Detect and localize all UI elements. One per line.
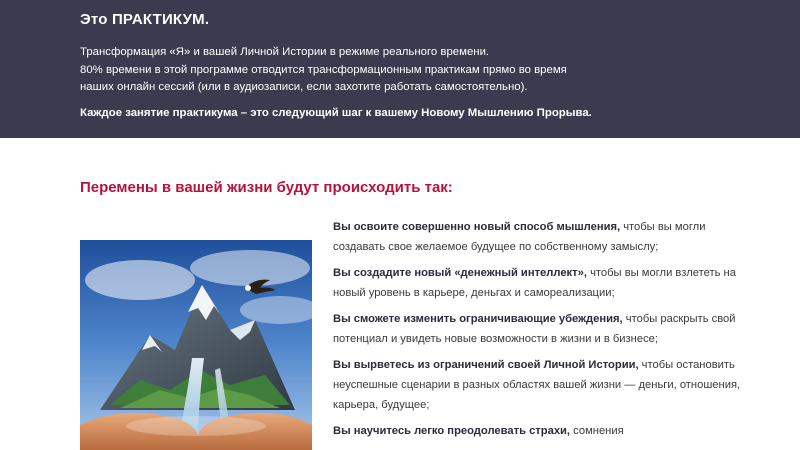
benefit-item (333, 421, 743, 441)
benefit-text: чтобы раскрыть свой потенциал и увидеть новые возможности в жизни и в бизнесе; (333, 313, 736, 345)
benefit-bold: Вы научитесь легко преодолевать страхи, (333, 425, 571, 437)
benefit-bold: Вы вырветесь из ограничений своей Личной Истории, (333, 359, 639, 371)
hero-line: Трансформация «Я» и вашей Личной Истории в режиме реального времени. (80, 46, 490, 58)
hero-line: 80% времени в этой программе отводится трансформационным практикам прямо во время (80, 63, 567, 76)
benefit-item (333, 309, 743, 349)
benefit-bold: Вы создадите новый «денежный интеллект», (333, 267, 587, 279)
hero-line: наших онлайн сессий (или в аудиозаписи, если захотите работать самостоятельно). (80, 81, 528, 93)
mountain-eagle-hands-illustration (80, 240, 312, 450)
benefits-list (333, 217, 743, 447)
hero-bold-statement: Каждое занятие практикума – это следующий шаг к вашему Новому Мышлению Прорыва. (80, 107, 592, 119)
benefit-item (333, 263, 743, 303)
benefit-item (333, 355, 743, 415)
benefit-text: чтобы вы могли взлететь на новый уровень в карьере, деньгах и самореализации; (333, 267, 736, 299)
benefit-text: чтобы остановить неуспешные сценарии в разных областях вашей жизни — деньги, отношения, карьера, будущее; (333, 359, 741, 411)
hero-description (80, 44, 567, 97)
section-heading: Перемены в вашей жизни будут происходить так: (80, 179, 453, 196)
benefit-bold: Вы сможете изменить ограничивающие убеждения, (333, 313, 623, 325)
benefit-bold: Вы освоите совершенно новый способ мышления, (333, 221, 621, 233)
hero-banner (0, 0, 800, 138)
hero-title: Это ПРАКТИКУМ. (80, 11, 210, 28)
benefit-item (333, 217, 743, 257)
benefit-text: чтобы вы могли создавать свое желаемое будущее по собственному замыслу; (333, 221, 706, 253)
benefit-text: сомнения (570, 425, 624, 437)
